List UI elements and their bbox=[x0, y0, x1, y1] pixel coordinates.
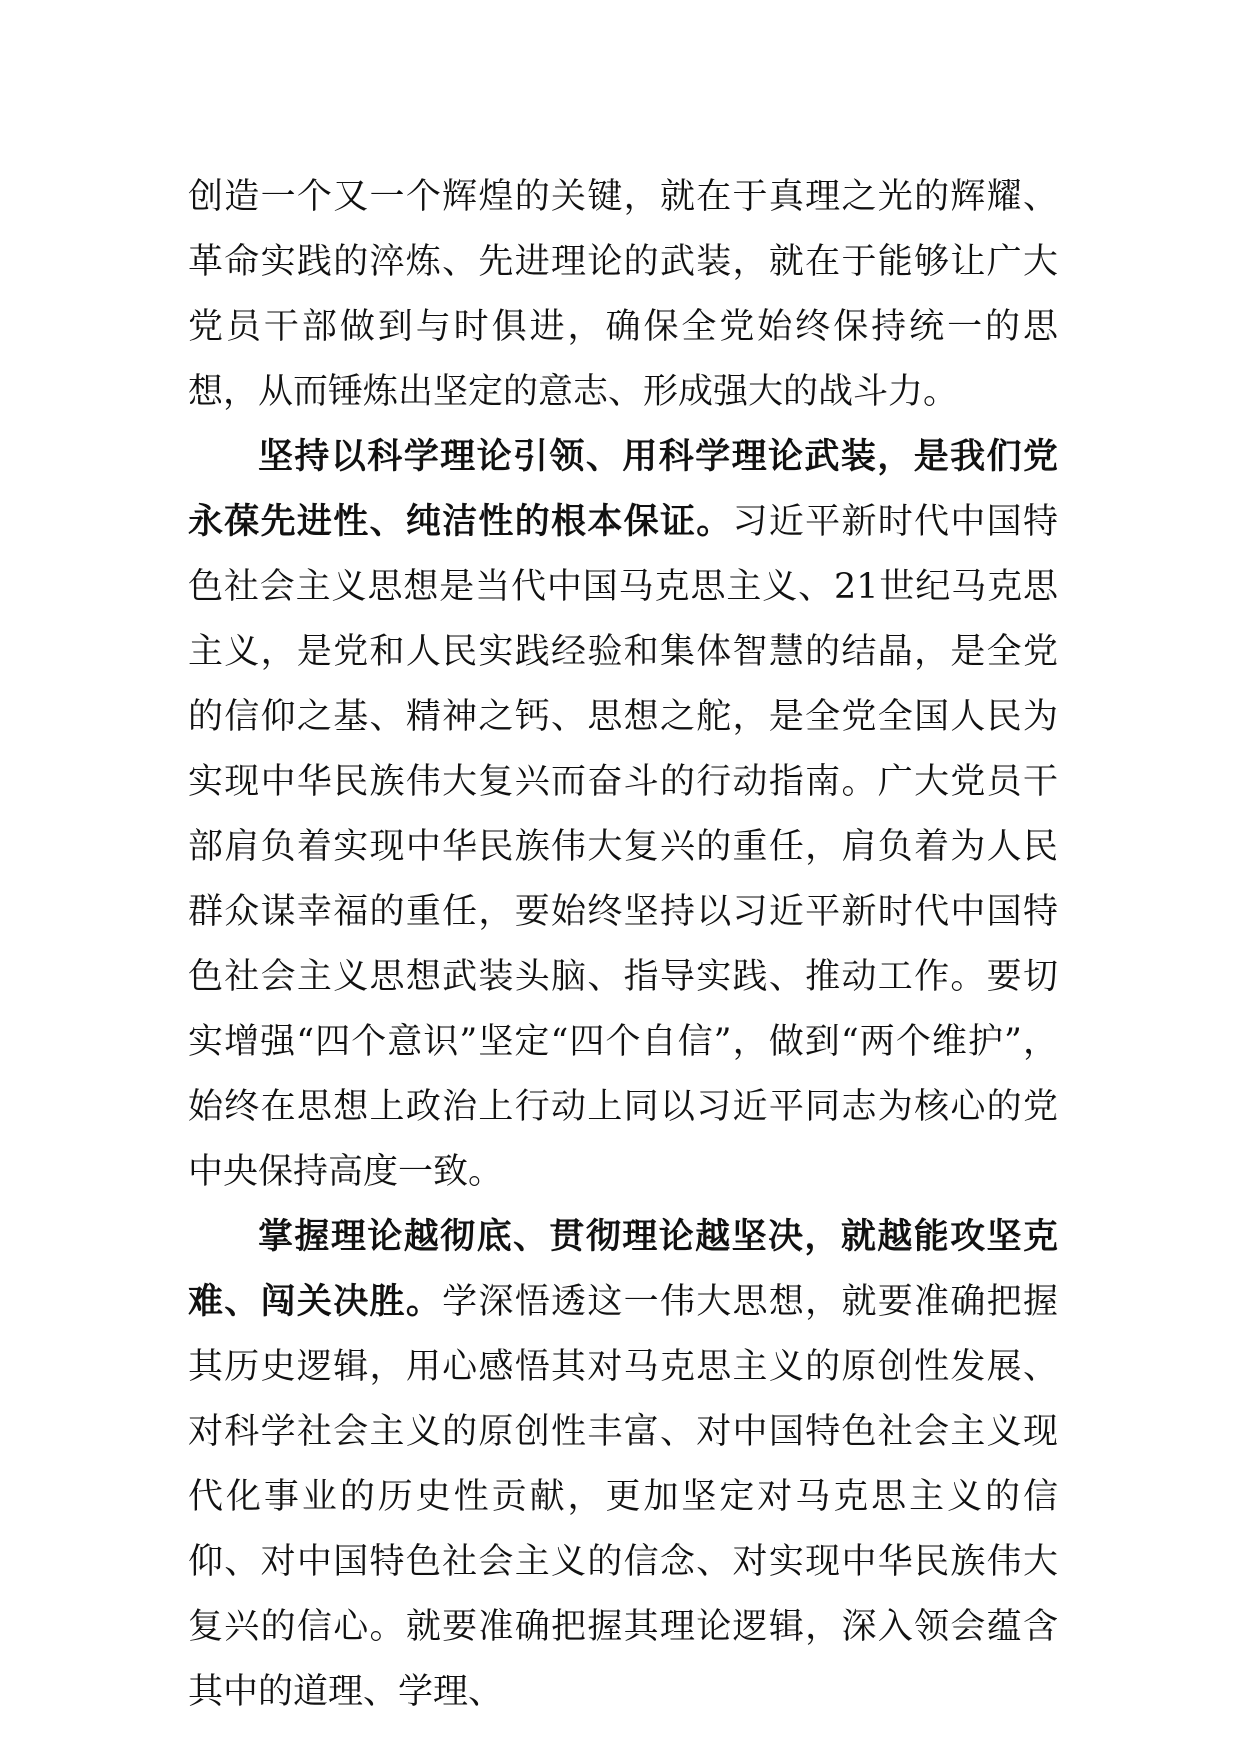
document-body bbox=[188, 165, 1058, 1725]
paragraph-2-text: 习近平新时代中国特色社会主义思想是当代中国马克思主义、21世纪马克思主义，是党和人民实践经验和集体智慧的结晶，是全党的信仰之基、精神之钙、思想之舵，是全党全国人民为实现中华民族伟大复兴而奋斗的行动指南。广大党员干部肩负着实现中华民族伟大复兴的重任，肩负着为人民群众谋幸福的重任，要始终坚持以习近平新时代中国特色社会主义思想武装头脑、指导实践、推动工作。要切实增强“四个意识”坚定“四个自信”，做到“两个维护”，始终在思想上政治上行动上同以习近平同志为核心的党中央保持高度一致。 bbox=[188, 502, 1058, 1192]
paragraph-2 bbox=[188, 425, 1058, 1205]
paragraph-3 bbox=[188, 1205, 1058, 1725]
paragraph-1 bbox=[188, 165, 1058, 425]
paragraph-3-text: 学深悟透这一伟大思想，就要准确把握其历史逻辑，用心感悟其对马克思主义的原创性发展、对科学社会主义的原创性丰富、对中国特色社会主义现代化事业的历史性贡献，更加坚定对马克思主义的信仰、对中国特色社会主义的信念、对实现中华民族伟大复兴的信心。就要准确把握其理论逻辑，深入领会蕴含其中的道理、学理、 bbox=[188, 1282, 1058, 1712]
paragraph-3-lead: 掌握理论越彻底、贯彻理论越坚决，就越能攻坚克难、闯关决胜。 bbox=[188, 1217, 1058, 1322]
paragraph-2-lead: 坚持以科学理论引领、用科学理论武装，是我们党永葆先进性、纯洁性的根本保证。 bbox=[188, 437, 1058, 542]
paragraph-1-text: 创造一个又一个辉煌的关键，就在于真理之光的辉耀、革命实践的淬炼、先进理论的武装，就在于能够让广大党员干部做到与时俱进，确保全党始终保持统一的思想，从而锤炼出坚定的意志、形成强大的战斗力。 bbox=[188, 177, 1058, 412]
